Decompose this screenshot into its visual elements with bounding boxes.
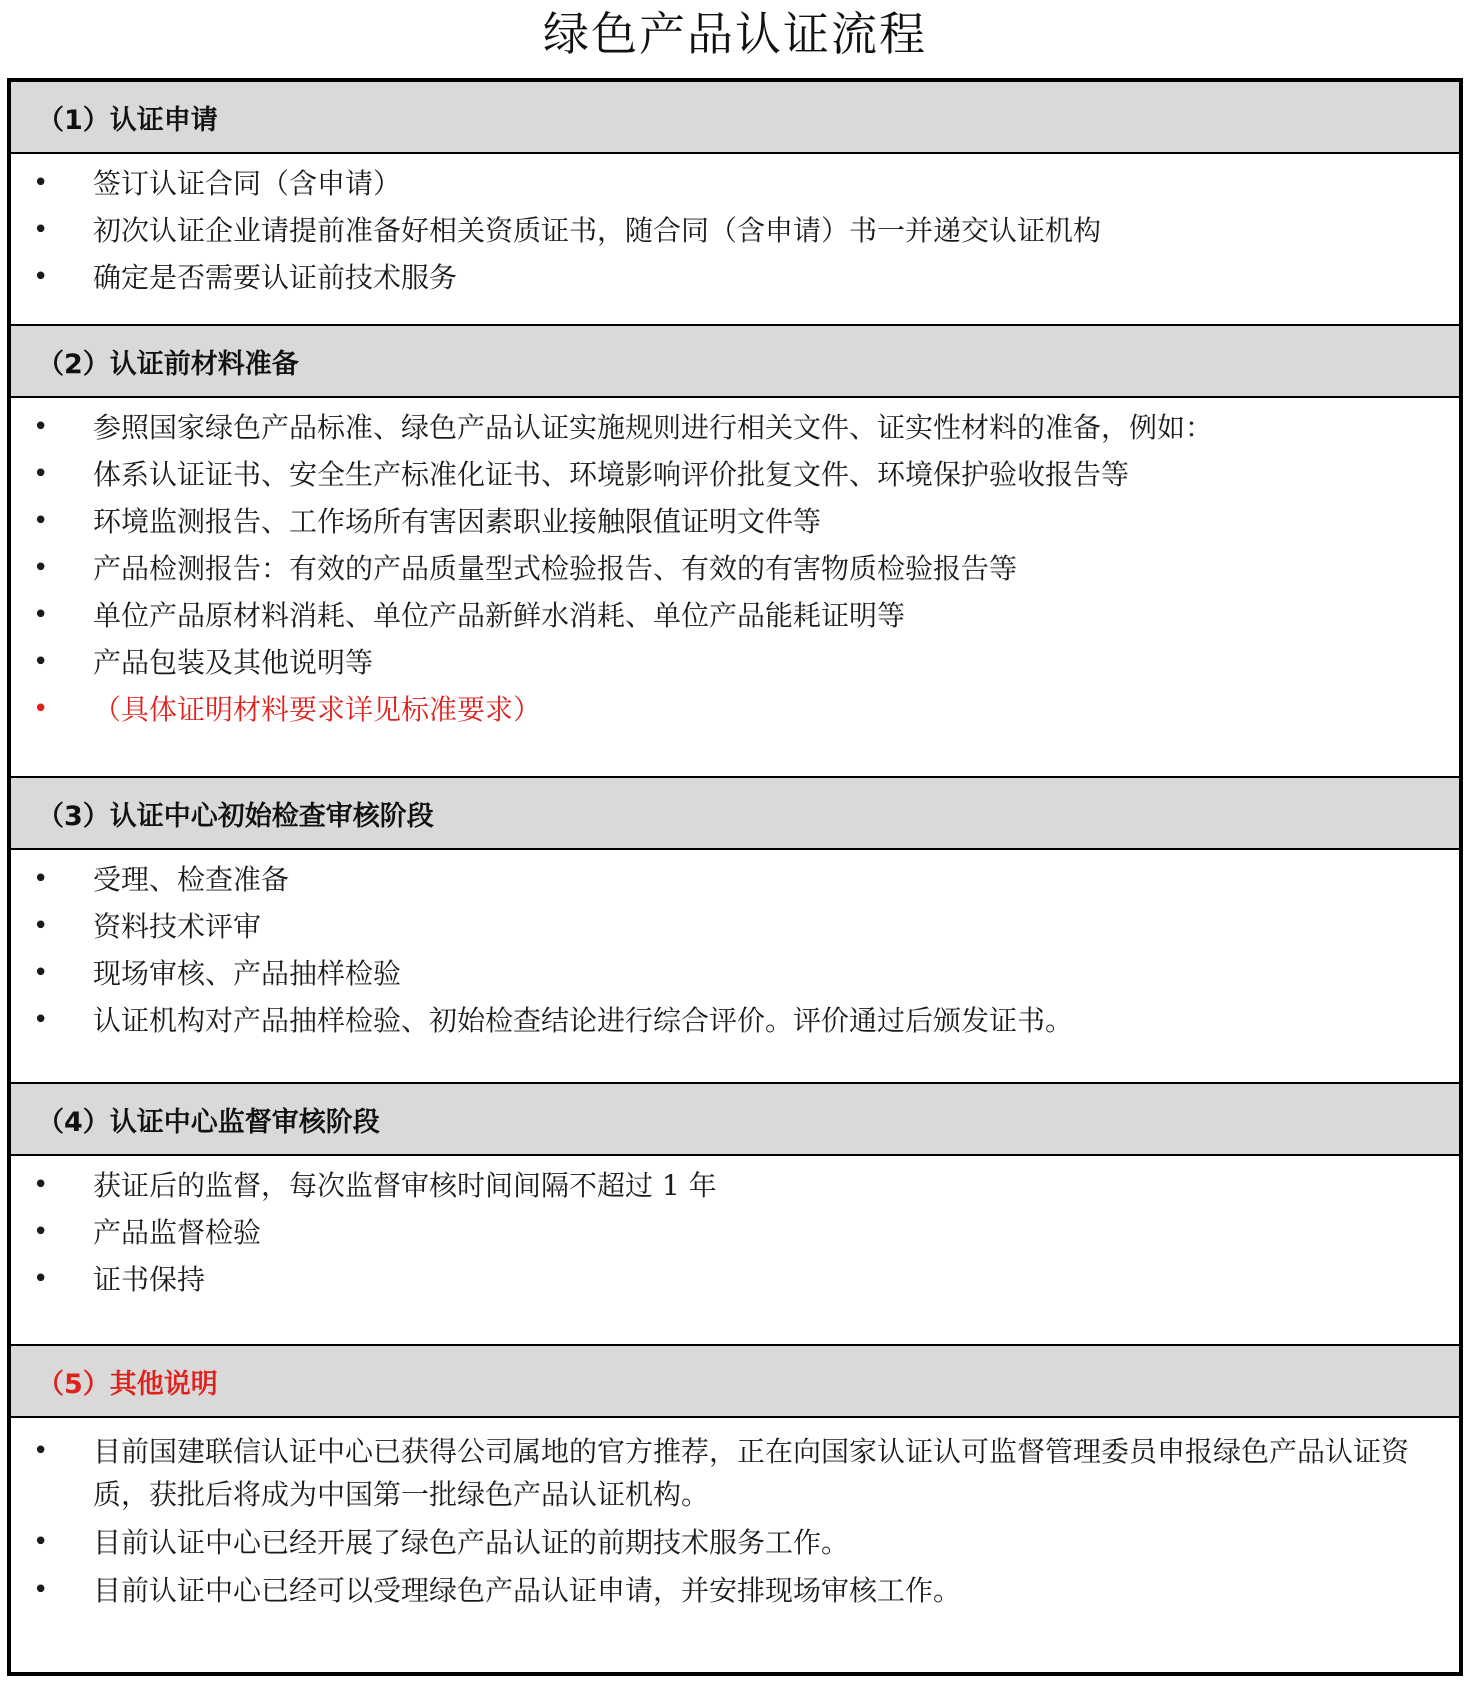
bullet-icon: • [33,553,49,583]
list-item: • 目前国建联信认证中心已获得公司属地的官方推荐，正在向国家认证认可监督管理委员申报绿色产品认证资质，获批后将成为中国第一批绿色产品认证机构。 [11,1430,1459,1516]
list-item: • 参照国家绿色产品标准、绿色产品认证实施规则进行相关文件、证实性材料的准备，例如： [11,404,1459,451]
bullet-icon: • [33,1005,49,1035]
list-item: • 产品监督检验 [11,1209,1459,1256]
bullet-icon: • [33,262,49,292]
bullet-icon: • [33,1264,49,1294]
page-title: 绿色产品认证流程 [543,7,927,61]
list-item: • 初次认证企业请提前准备好相关资质证书，随合同（含申请）书一并递交认证机构 [11,207,1459,254]
note-item: • （具体证明材料要求详见标准要求） [11,686,1459,733]
list-item: • 证书保持 [11,1256,1459,1303]
bullet-icon: • [33,600,49,630]
bullet-icon: • [33,459,49,489]
bullet-icon: • [33,1217,49,1247]
section-1-body [11,154,1459,326]
section-3-header: （3）认证中心初始检查审核阶段 [11,778,1459,850]
list-item: • 环境监测报告、工作场所有害因素职业接触限值证明文件等 [11,498,1459,545]
bullet-icon: • [33,215,49,245]
bullet-icon: • [33,694,49,724]
list-item: • 产品检测报告：有效的产品质量型式检验报告、有效的有害物质检验报告等 [11,545,1459,592]
list-item: • 目前认证中心已经开展了绿色产品认证的前期技术服务工作。 [11,1521,1459,1564]
bullet-icon: • [33,911,49,941]
list-item: • 目前认证中心已经可以受理绿色产品认证申请，并安排现场审核工作。 [11,1569,1459,1612]
bullet-icon: • [33,864,49,894]
bullet-icon: • [33,1575,49,1605]
bullet-icon: • [33,1527,49,1557]
list-item: • 确定是否需要认证前技术服务 [11,254,1459,301]
section-5-body [11,1418,1459,1672]
process-table [7,78,1463,1676]
section-2-body [11,398,1459,778]
list-item: • 认证机构对产品抽样检验、初始检查结论进行综合评价。评价通过后颁发证书。 [11,997,1459,1044]
section-1-header: （1）认证申请 [11,82,1459,154]
list-item: • 产品包装及其他说明等 [11,639,1459,686]
bullet-icon: • [33,1436,49,1466]
bullet-icon: • [33,958,49,988]
bullet-icon: • [33,168,49,198]
bullet-icon: • [33,506,49,536]
section-2-header: （2）认证前材料准备 [11,326,1459,398]
section-5-header: （5）其他说明 [11,1346,1459,1418]
list-item: • 获证后的监督，每次监督审核时间间隔不超过 1 年 [11,1162,1459,1209]
section-4-header: （4）认证中心监督审核阶段 [11,1084,1459,1156]
list-item: • 单位产品原材料消耗、单位产品新鲜水消耗、单位产品能耗证明等 [11,592,1459,639]
section-3-body [11,850,1459,1084]
list-item: • 签订认证合同（含申请） [11,160,1459,207]
list-item: • 资料技术评审 [11,903,1459,950]
bullet-icon: • [33,412,49,442]
section-4-body [11,1156,1459,1346]
bullet-icon: • [33,647,49,677]
list-item: • 现场审核、产品抽样检验 [11,950,1459,997]
list-item: • 体系认证证书、安全生产标准化证书、环境影响评价批复文件、环境保护验收报告等 [11,451,1459,498]
bullet-icon: • [33,1170,49,1200]
list-item: • 受理、检查准备 [11,856,1459,903]
